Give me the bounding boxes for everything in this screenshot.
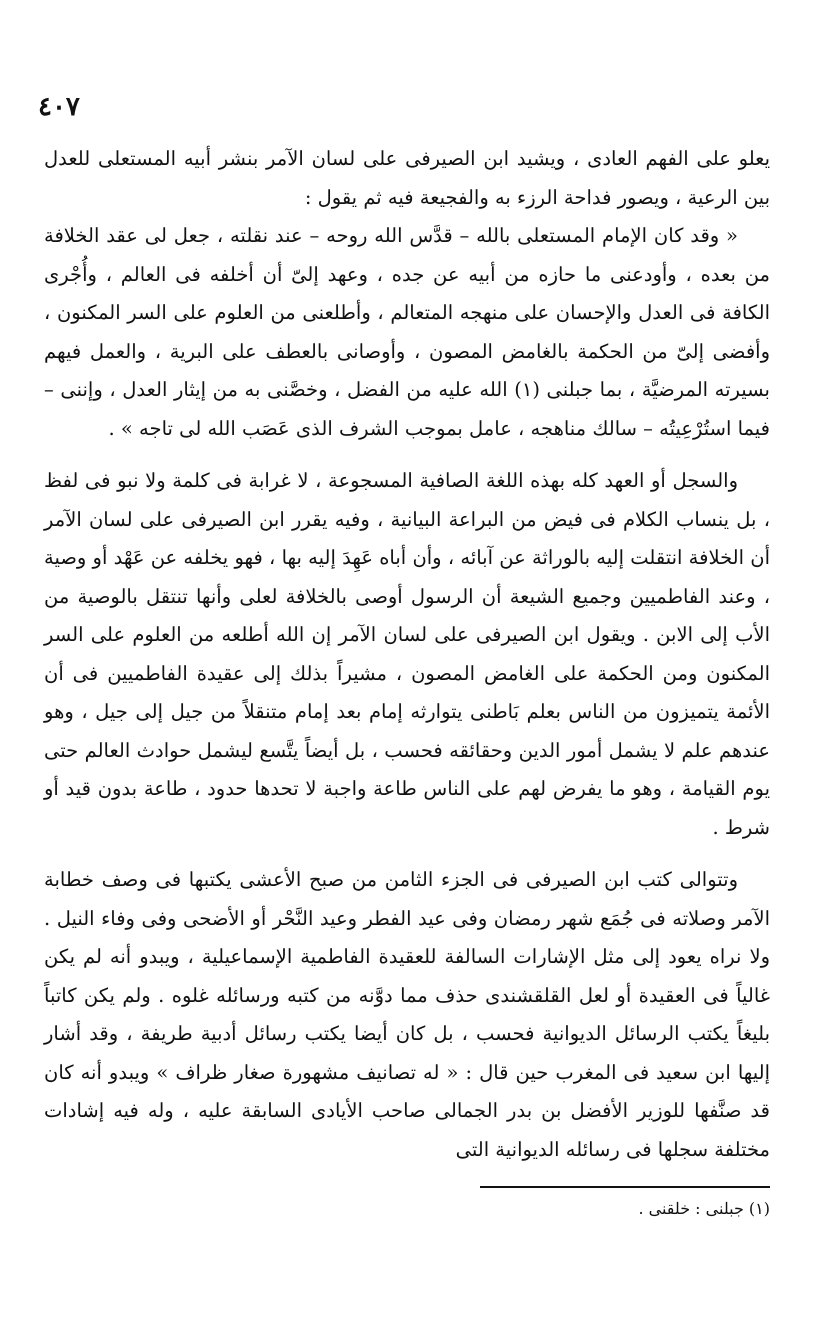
paragraph-1: يعلو على الفهم العادى ، ويشيد ابن الصيرفى على لسان الآمر بنشر أبيه المستعلى للعدل بين الرعية ، ويصور فداحة الرزء به والفجيعة فيه ثم يقول :: [44, 147, 770, 209]
paragraph-4: وتتوالى كتب ابن الصيرفى فى الجزء الثامن من صبح الأعشى يكتبها فى وصف خطابة الآمر وصلاته فى جُمَع شهر رمضان وفى عيد الفطر وعيد النَّحْر أو الأضحى وفى وفاء النيل . ولا نراه يعود إلى مثل الإشارات السالفة للعقيدة الفاطمية الإسماعيلية ، ويبدو أنه لم يكن غالياً فى العقيدة أو لعل القلقشندى حذف مما دوَّنه من كتبه ورسائله غلوه . ولم يكن كاتباً بليغاً يكتب الرسائل الديوانية فحسب ، بل كان أيضا يكتب رسائل أدبية طريفة ، وقد أشار إليها ابن سعيد فى المغرب حين قال : « له تصانيف مشهورة صغار ظراف » ويبدو أنه كان قد صنَّفها للوزير الأفضل بن بدر الجمالى صاحب الأيادى السابقة عليه ، وله فيه إشادات مختلفة سجلها فى رسائله الديوانية التى: [44, 868, 770, 1161]
footnote: (١) جبلنى : خلقنى .: [638, 1199, 770, 1218]
paragraph-3: والسجل أو العهد كله بهذه اللغة الصافية المسجوعة ، لا غرابة فى كلمة ولا نبو فى لفظ ، بل ينساب الكلام فى فيض من البراعة البيانية ، وفيه يقرر ابن الصيرفى على لسان الآمر أن الخلافة انتقلت إليه بالوراثة عن آبائه ، وأن أباه عَهِدَ إليه بها ، فهو يخلفه عن عَهْد أو وصية ، وعند الفاطميين وجميع الشيعة أن الرسول أوصى بالخلافة لعلى وأنها تنتقل بالوصية من الأب إلى الابن . ويقول ابن الصيرفى على لسان الآمر إن الله أطلعه من العلوم على السر المكنون ومن الحكمة على الغامض المصون ، مشيراً بذلك إلى عقيدة الفاطميين فى أن الأئمة يتميزون من الناس بعلم بَاطنى يتوارثه إمام بعد إمام متنقلاً من جيل إلى جيل ، وهو عندهم علم لا يشمل أمور الدين وحقائقه فحسب ، بل أيضاً يتَّسع ليشمل حوادث العالم حتى يوم القيامة ، وهو ما يفرض لهم على الناس طاعة واجبة لا تحدها حدود ، طاعة بدون قيد أو شرط .: [44, 469, 770, 839]
footnote-divider: [480, 1186, 770, 1188]
body-text: [44, 140, 770, 1169]
paragraph-quote: « وقد كان الإمام المستعلى بالله – قدَّس الله روحه – عند نقلته ، جعل لى عقد الخلافة من بعده ، وأودعنى ما حازه من أبيه عن جده ، وعهد إلىّ أن أخلفه فى العالم ، وأُجْرى الكافة فى العدل والإحسان على منهجه المتعالم ، وأطلعنى من العلوم على السر المكنون ، وأفضى إلىّ من الحكمة بالغامض المصون ، وأوصانى بالعطف على البرية ، والعمل فيهم بسيرته المرضيَّة ، بما جبلنى (١) الله عليه من الفضل ، وخصَّنى به من إيثار العدل ، وإننى – فيما استُرْعِيتُه – سالك مناهجه ، عامل بموجب الشرف الذى عَصَب الله لى تاجه » .: [44, 224, 770, 440]
page-number: ٤٠٧: [38, 92, 80, 122]
